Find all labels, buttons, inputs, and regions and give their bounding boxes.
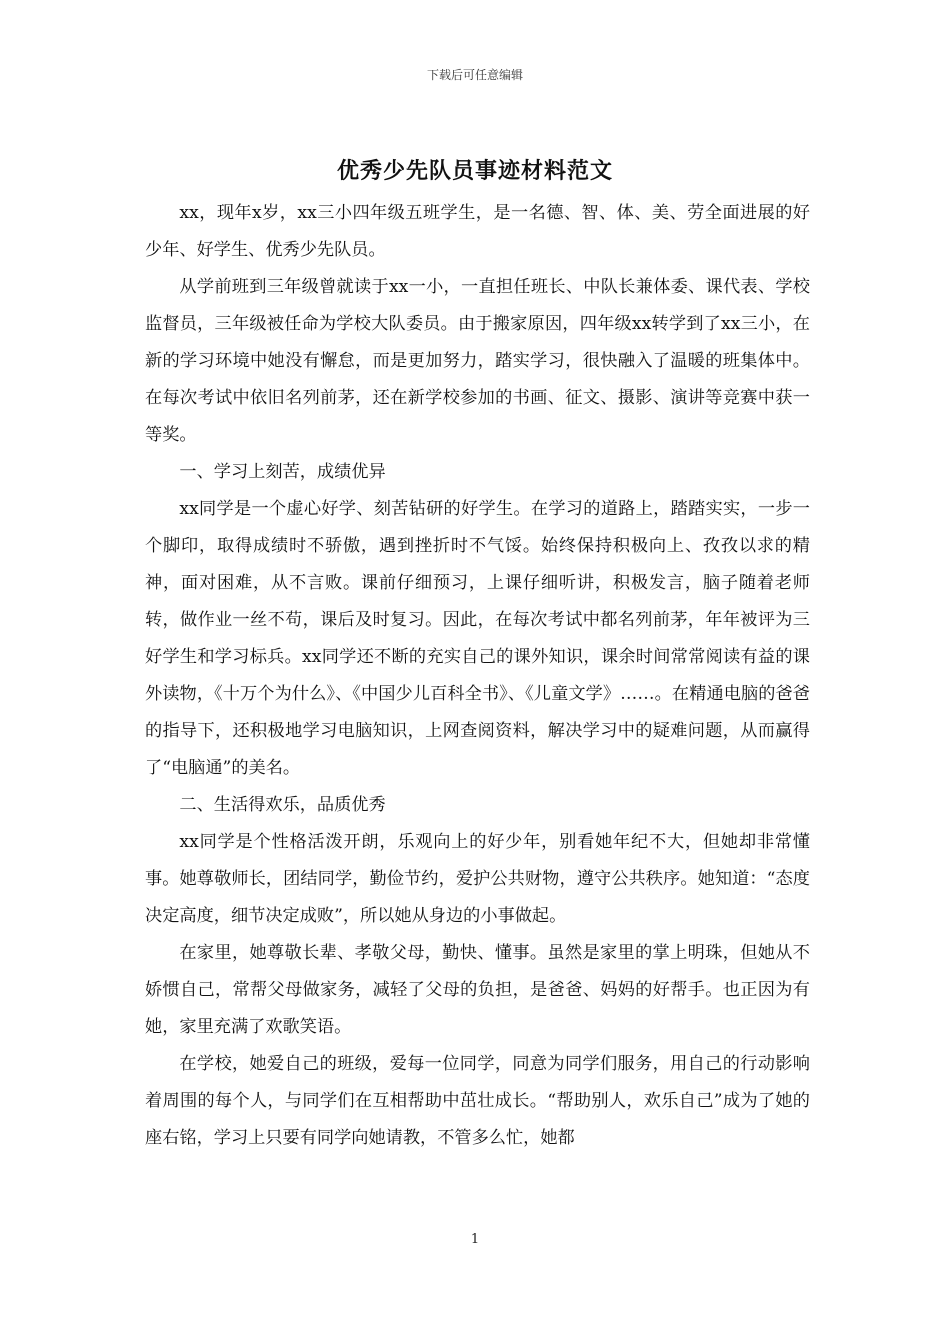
section-heading-life: 二、生活得欢乐，品质优秀 — [179, 795, 386, 815]
paragraph-home: 在家里，她尊敬长辈、孝敬父母，勤快、懂事。虽然是家里的掌上明珠，但她从不娇惯自己，常帮父母做家务，减轻了父母的负担，是爸爸、妈妈的好帮手。也正因为有她，家里充满了欢歌笑语。 — [145, 943, 810, 1037]
page-header: 下载后可任意编辑 — [426, 68, 523, 82]
paragraph-character: xx同学是个性格活泼开朗，乐观向上的好少年，别看她年纪不大，但她却非常懂事。她尊敬师长，团结同学，勤俭节约，爱护公共财物，遵守公共秩序。她知道：“态度决定高度，细节决定成败”，所以她从身边的小事做起。 — [145, 832, 810, 926]
paragraph-background: 从学前班到三年级曾就读于xx一小，一直担任班长、中队长兼体委、课代表、学校监督员，三年级被任命为学校大队委员。由于搬家原因，四年级xx转学到了xx三小，在新的学习环境中她没有懈怠，而是更加努力，踏实学习，很快融入了温暖的班集体中。在每次考试中依旧名列前茅，还在新学校参加的书画、征文、摄影、演讲等竞赛中获一等奖。 — [145, 277, 810, 445]
paragraph-school: 在学校，她爱自己的班级，爱每一位同学，同意为同学们服务，用自己的行动影响着周围的每个人，与同学们在互相帮助中茁壮成长。“帮助别人，欢乐自己”成为了她的座右铭，学习上只要有同学向她请教，不管多么忙，她都 — [145, 1054, 810, 1148]
section-heading-study: 一、学习上刻苦，成绩优异 — [179, 462, 386, 482]
document-title: 优秀少先队员事迹材料范文 — [336, 158, 613, 184]
document-body — [145, 195, 810, 1157]
paragraph-study: xx同学是一个虚心好学、刻苦钻研的好学生。在学习的道路上，踏踏实实，一步一个脚印，取得成绩时不骄傲，遇到挫折时不气馁。始终保持积极向上、孜孜以求的精神，面对困难，从不言败。课前仔细预习，上课仔细听讲，积极发言，脑子随着老师转，做作业一丝不苟，课后及时复习。因此，在每次考试中都名列前茅，年年被评为三好学生和学习标兵。xx同学还不断的充实自己的课外知识，课余时间常常阅读有益的课外读物，《十万个为什么》、《中国少儿百科全书》、《儿童文学》……。在精通电脑的爸爸的指导下，还积极地学习电脑知识，上网查阅资料，解决学习中的疑难问题，从而赢得了“电脑通”的美名。 — [145, 499, 810, 778]
paragraph-intro: xx，现年x岁，xx三小四年级五班学生，是一名德、智、体、美、劳全面进展的好少年、好学生、优秀少先队员。 — [145, 203, 810, 260]
page-number: 1 — [470, 1232, 480, 1247]
